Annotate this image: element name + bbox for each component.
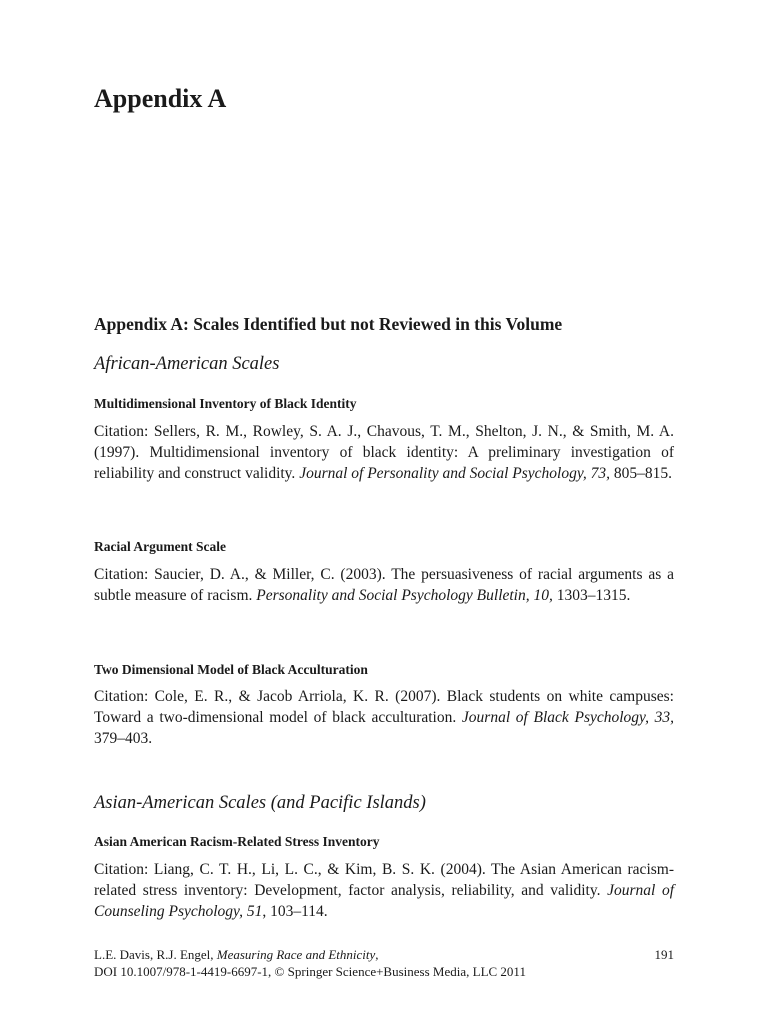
citation-text: Citation: Liang, C. T. H., Li, L. C., & Kim, B. S. K. (2004). The Asian American racism-related stress inventory: Development, factor analysis, reliability, and validity. [94,861,674,899]
citation-text: Citation: Saucier, D. A., & Miller, C. (2003). The persuasiveness of racial arguments as a subtle measure of racism. [94,566,674,604]
citation-pages: 805–815. [610,465,673,482]
citation-pages: 1303–1315. [552,587,631,604]
citation-text: Citation: Sellers, R. M., Rowley, S. A. J., Chavous, T. M., Shelton, J. N., & Smith, M. A. (1997). Multidimensional inventory of black identity: A preliminary investigation of reliability and construct validity. [94,423,674,482]
citation-midi [94,421,674,484]
citation-journal: Journal of Counseling Psychology, 51 [94,882,675,920]
citation-text: Citation: Cole, E. R., & Jacob Arriola, K. R. (2007). Black students on white campuses: Toward a two-dimensional model of black acculturation. [94,688,674,726]
page [94,0,674,1024]
scale-title-racial-argument: Racial Argument Scale [94,539,226,554]
citation-pages: , 103–114. [262,903,328,920]
footer-authors: L.E. Davis, R.J. Engel, [94,947,217,962]
footer-citation-line [94,946,674,963]
scale-title-black-acculturation: Two Dimensional Model of Black Acculturation [94,662,368,677]
citation-journal: Journal of Personality and Social Psychology, 73, [299,465,611,482]
section-title: Appendix A: Scales Identified but not Reviewed in this Volume [94,314,563,334]
citation-journal: Personality and Social Psychology Bulletin, 10, [256,587,553,604]
page-number: 191 [654,947,674,962]
citation-black-acculturation [94,686,674,749]
chapter-title: Appendix A [94,84,227,113]
group-title-african-american: African-American Scales [94,354,280,374]
scale-title-midi: Multidimensional Inventory of Black Identity [94,396,357,411]
footer-comma: , [375,947,379,962]
citation-racial-argument [94,564,674,606]
citation-journal: Journal of Black Psychology, 33, [461,709,674,726]
page-footer [94,946,674,980]
footer-doi: DOI 10.1007/978-1-4419-6697-1, © Springer Science+Business Media, LLC 2011 [94,964,526,979]
footer-book-title: Measuring Race and Ethnicity [216,947,376,962]
group-title-asian-american: Asian-American Scales (and Pacific Islands) [94,793,426,813]
citation-aarrsi [94,859,674,922]
scale-title-aarrsi: Asian American Racism-Related Stress Inventory [94,834,380,849]
citation-pages: 379–403. [94,730,153,747]
